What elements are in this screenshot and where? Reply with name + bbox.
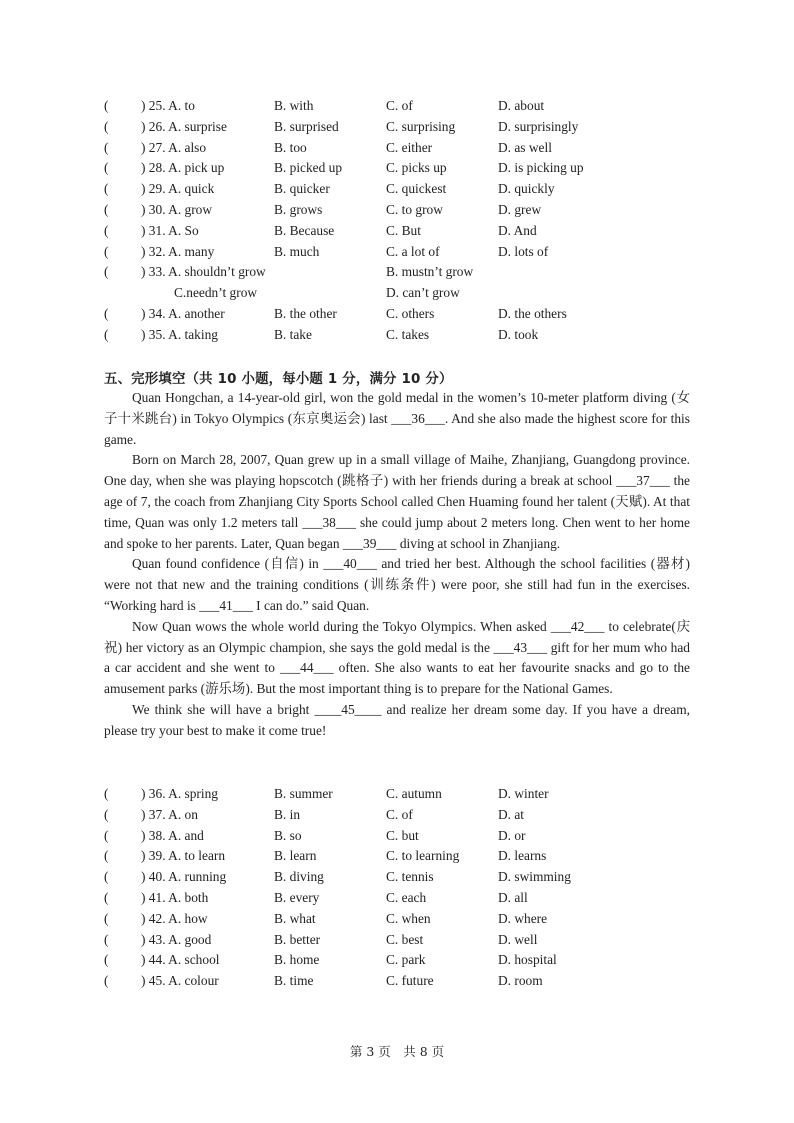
option-a: ) 25. A. to: [141, 98, 195, 113]
option-a: ) 27. A. also: [141, 139, 207, 155]
question-row: [104, 138, 694, 159]
option-d: D. where: [498, 910, 548, 926]
option-b: B. picked up: [274, 160, 343, 176]
answer-paren[interactable]: (: [104, 98, 109, 113]
option-c: C. surprising: [386, 118, 456, 134]
option-d: D. took: [498, 326, 539, 342]
option-a: ) 42. A. how: [141, 910, 208, 926]
question-row: [104, 117, 694, 138]
option-b: B. time: [274, 973, 314, 989]
option-c: C. to learning: [386, 848, 460, 864]
option-b: B. mustn’t grow: [386, 264, 474, 280]
option-d: D. can’t grow: [386, 285, 460, 301]
question-row: [104, 96, 694, 117]
question-row-33: [104, 262, 694, 283]
option-c: C. tennis: [386, 869, 434, 885]
answer-paren[interactable]: (: [104, 305, 109, 321]
option-c: C.needn’t grow: [174, 285, 258, 301]
option-b: B. diving: [274, 869, 324, 885]
option-c: C. either: [386, 139, 433, 155]
option-c: C. of: [386, 806, 413, 822]
option-a: ) 30. A. grow: [141, 201, 213, 217]
answer-paren[interactable]: (: [104, 201, 109, 217]
option-c: C. takes: [386, 326, 430, 342]
option-b: B. grows: [274, 201, 323, 217]
option-c: C. but: [386, 827, 419, 843]
option-d: D. And: [498, 222, 537, 238]
option-a: ) 41. A. both: [141, 889, 209, 905]
option-c: C. picks up: [386, 160, 447, 176]
question-row: [104, 325, 694, 346]
option-a: ) 37. A. on: [141, 806, 198, 822]
answer-paren[interactable]: (: [104, 910, 109, 926]
option-a: ) 39. A. to learn: [141, 848, 226, 864]
passage-paragraph: Born on March 28, 2007, Quan grew up in a small village of Maihe, Zhanjiang, Guangdong province. One day, when she was playing hopscotch (跳格子) with her friends during a break at school ___37___ the age of 7, the coach from Zhanjiang City Sports School called Chen Huaming found her talent (天赋). At that time, Quan was only 1.2 meters tall ___38___ she could jump about 2 meters long. Chen went to her home and spoke to her parents. Later, Quan began ___39___ diving at school in Zhanjiang.: [104, 452, 690, 551]
option-c: C. But: [386, 222, 421, 238]
answer-paren[interactable]: (: [104, 139, 109, 155]
answer-paren[interactable]: (: [104, 181, 109, 197]
answer-paren[interactable]: (: [104, 806, 109, 822]
option-a: ) 43. A. good: [141, 931, 212, 947]
option-b: B. surprised: [274, 118, 339, 134]
question-row: [104, 200, 694, 221]
option-c: C. to grow: [386, 201, 443, 217]
option-b: B. what: [274, 910, 316, 926]
answer-paren[interactable]: (: [104, 931, 109, 947]
passage-paragraph: Quan found confidence (自信) in ___40___ and tried her best. Although the school facilities (器材) were not that new and the training conditions (训练条件) were poor, she still had fun in the exercises. “Working hard is ___41___ I can do.” said Quan.: [104, 556, 690, 613]
option-a: ) 28. A. pick up: [141, 160, 225, 176]
question-row: [104, 930, 694, 951]
question-row: [104, 784, 694, 805]
question-row: [104, 826, 694, 847]
option-c: C. best: [386, 931, 424, 947]
option-b: B. learn: [274, 848, 317, 864]
option-b: B. with: [274, 98, 314, 113]
option-a: ) 31. A. So: [141, 222, 199, 238]
option-b: B. Because: [274, 222, 335, 238]
option-a: ) 29. A. quick: [141, 181, 215, 197]
option-a: ) 44. A. school: [141, 952, 220, 968]
option-c: C. future: [386, 973, 434, 989]
question-row: [104, 950, 694, 971]
option-b: B. every: [274, 889, 320, 905]
option-c: C. autumn: [386, 786, 442, 801]
answer-paren[interactable]: (: [104, 827, 109, 843]
option-d: D. lots of: [498, 243, 549, 259]
question-row: [104, 846, 694, 867]
option-a: ) 36. A. spring: [141, 786, 218, 801]
page-number: 第 3 页 共 8 页: [349, 1044, 445, 1059]
answer-paren[interactable]: (: [104, 222, 109, 238]
question-row: [104, 805, 694, 826]
option-d: D. or: [498, 827, 526, 843]
option-d: D. winter: [498, 786, 549, 801]
option-c: C. quickest: [386, 181, 447, 197]
option-d: D. learns: [498, 848, 547, 864]
option-b: B. quicker: [274, 181, 330, 197]
question-row-33-cont: [104, 283, 694, 304]
option-d: D. room: [498, 973, 543, 989]
option-c: C. when: [386, 910, 431, 926]
option-d: D. at: [498, 806, 525, 822]
question-row: [104, 158, 694, 179]
cloze-passage: [104, 388, 690, 742]
option-b: B. home: [274, 952, 320, 968]
question-list-bottom: [104, 784, 694, 992]
option-b: B. so: [274, 827, 302, 843]
option-b: B. in: [274, 806, 301, 822]
answer-paren[interactable]: (: [104, 889, 109, 905]
answer-paren[interactable]: (: [104, 118, 109, 134]
option-b: B. much: [274, 243, 320, 259]
option-c: C. each: [386, 889, 427, 905]
option-d: D. quickly: [498, 181, 555, 197]
answer-paren[interactable]: (: [104, 786, 109, 801]
question-row: [104, 304, 694, 325]
option-d: D. swimming: [498, 869, 571, 885]
option-c: C. park: [386, 952, 426, 968]
option-c: C. of: [386, 98, 413, 113]
question-list-top: [104, 96, 694, 346]
question-row: [104, 971, 694, 992]
option-d: D. as well: [498, 139, 552, 155]
option-b: B. summer: [274, 786, 333, 801]
option-a: ) 45. A. colour: [141, 973, 219, 989]
option-d: D. well: [498, 931, 538, 947]
option-b: B. take: [274, 326, 312, 342]
option-d: D. the others: [498, 305, 567, 321]
option-b: B. too: [274, 139, 307, 155]
answer-paren[interactable]: (: [104, 869, 109, 885]
option-d: D. surprisingly: [498, 118, 579, 134]
answer-paren[interactable]: (: [104, 973, 109, 989]
answer-paren[interactable]: (: [104, 326, 109, 342]
question-row: [104, 221, 694, 242]
answer-paren[interactable]: (: [104, 243, 109, 259]
option-d: D. grew: [498, 201, 542, 217]
option-b: B. better: [274, 931, 321, 947]
option-a: ) 40. A. running: [141, 869, 227, 885]
passage-paragraph: We think she will have a bright ____45____ and realize her dream some day. If you have a dream, please try your best to make it come true!: [104, 701, 690, 738]
answer-paren[interactable]: (: [104, 160, 109, 176]
question-row: [104, 242, 694, 263]
question-row: [104, 867, 694, 888]
question-row: [104, 179, 694, 200]
option-a: ) 35. A. taking: [141, 326, 218, 342]
passage-paragraph: Quan Hongchan, a 14-year-old girl, won the gold medal in the women’s 10-meter platform diving (女子十米跳台) in Tokyo Olympics (东京奥运会) last ___36___. And she also made the highest score for this game.: [104, 390, 690, 447]
option-a: ) 38. A. and: [141, 827, 204, 843]
passage-paragraph: Now Quan wows the whole world during the Tokyo Olympics. When asked ___42___ to celebrate(庆祝) her victory as an Olympic champion, she says the gold medal is the ___43___ gift for her mum who had a car accident and she went to ___44___ often. She also wants to eat her favourite snacks and go to the amusement parks (游乐场). But the most important thing is to prepare for the National Games.: [104, 618, 690, 697]
option-c: C. a lot of: [386, 243, 440, 259]
answer-paren[interactable]: (: [104, 264, 109, 280]
option-d: D. about: [498, 98, 545, 113]
option-d: D. hospital: [498, 952, 557, 968]
option-a: ) 34. A. another: [141, 305, 225, 321]
option-a: ) 26. A. surprise: [141, 118, 227, 134]
option-a: ) 32. A. many: [141, 243, 215, 259]
option-a: ) 33. A. shouldn’t grow: [141, 264, 266, 280]
question-row: [104, 909, 694, 930]
answer-paren[interactable]: (: [104, 952, 109, 968]
option-c: C. others: [386, 305, 435, 321]
option-d: D. is picking up: [498, 160, 584, 176]
question-row: [104, 888, 694, 909]
section-title: 五、完形填空（共 10 小题，每小题 1 分，满分 10 分）: [104, 372, 453, 387]
option-b: B. the other: [274, 305, 337, 321]
option-d: D. all: [498, 889, 528, 905]
answer-paren[interactable]: (: [104, 848, 109, 864]
